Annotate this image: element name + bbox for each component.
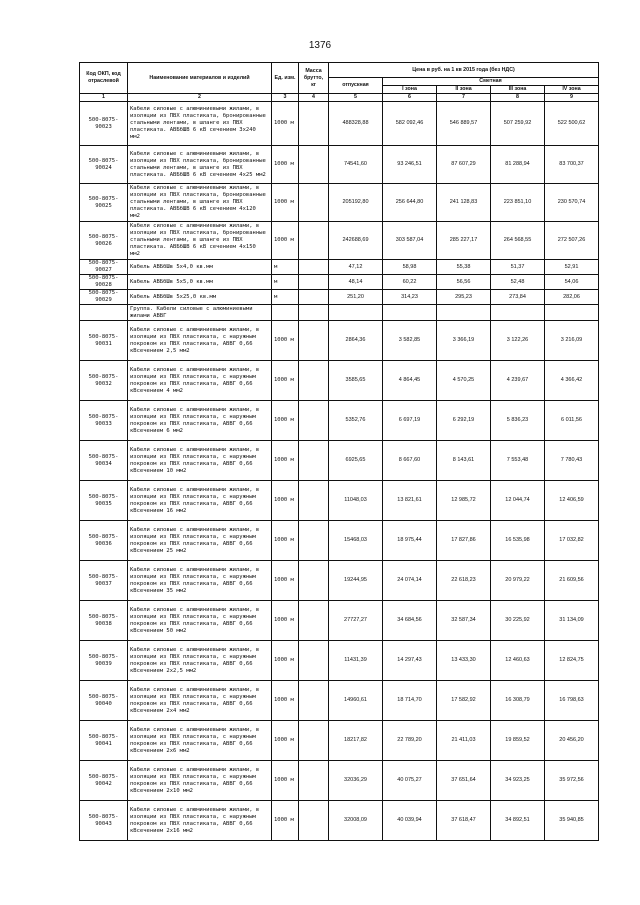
row-code: 500-8075-90034: [80, 441, 128, 481]
row-mass: [299, 721, 329, 761]
row-zone-3-price: 34 892,51: [491, 801, 545, 841]
table-row: [80, 222, 599, 260]
row-unit: 1000 м: [272, 361, 299, 401]
table-row: [80, 102, 599, 146]
group-title: Группа. Кабели силовые с алюминиевыми жилами АВВГ: [128, 305, 272, 321]
row-mass: [299, 321, 329, 361]
row-release-price: 15468,03: [329, 521, 383, 561]
row-code: 500-8075-90032: [80, 361, 128, 401]
row-release-price: 47,12: [329, 260, 383, 275]
empty-cell: [329, 305, 383, 321]
header-unit: Ед. изм.: [272, 63, 299, 94]
row-name: Кабели силовые с алюминиевыми жилами, в изоляции из ПВХ пластиката, с наружным покровом из ПВХ пластиката, АВВГ 0,66 кВсечением 6 мм2: [128, 401, 272, 441]
row-zone-4-price: 35 972,56: [545, 761, 599, 801]
row-mass: [299, 561, 329, 601]
row-name: Кабели силовые с алюминиевыми жилами, в изоляции из ПВХ пластиката, бронированные стальными лентами, в шланге из ПВХ пластиката. АВБбШВ 6 кВ сечением 4х150 мм2: [128, 222, 272, 260]
row-code: 500-8075-90028: [80, 275, 128, 290]
row-code: 500-8075-90041: [80, 721, 128, 761]
row-zone-4-price: 17 032,82: [545, 521, 599, 561]
row-release-price: 32008,09: [329, 801, 383, 841]
row-zone-2-price: 12 985,72: [437, 481, 491, 521]
row-unit: 1000 м: [272, 146, 299, 184]
row-release-price: 18217,82: [329, 721, 383, 761]
row-zone-2-price: 32 587,34: [437, 601, 491, 641]
row-code: 500-8075-90037: [80, 561, 128, 601]
row-code: 500-8075-90029: [80, 290, 128, 305]
col-number: 5: [329, 94, 383, 102]
row-zone-1-price: 256 644,80: [383, 184, 437, 222]
row-zone-3-price: 30 225,92: [491, 601, 545, 641]
row-unit: 1000 м: [272, 102, 299, 146]
table-row: [80, 401, 599, 441]
row-zone-1-price: 40 039,94: [383, 801, 437, 841]
row-zone-3-price: 264 568,55: [491, 222, 545, 260]
row-mass: [299, 641, 329, 681]
empty-cell: [437, 305, 491, 321]
row-zone-1-price: 40 075,27: [383, 761, 437, 801]
table-row: [80, 146, 599, 184]
col-number: 3: [272, 94, 299, 102]
row-code: 500-8075-90043: [80, 801, 128, 841]
row-name: Кабели силовые с алюминиевыми жилами, в изоляции из ПВХ пластиката, бронированные стальными лентами, в шланге из ПВХ пластиката. АВБбШВ 6 кВ сечением 4х25 мм2: [128, 146, 272, 184]
row-zone-1-price: 582 092,46: [383, 102, 437, 146]
row-zone-2-price: 295,23: [437, 290, 491, 305]
header-estimate: Сметная: [383, 78, 599, 86]
row-zone-2-price: 21 411,03: [437, 721, 491, 761]
row-zone-1-price: 24 074,14: [383, 561, 437, 601]
row-mass: [299, 801, 329, 841]
row-mass: [299, 441, 329, 481]
row-unit: 1000 м: [272, 641, 299, 681]
row-zone-3-price: 51,37: [491, 260, 545, 275]
row-release-price: 205192,80: [329, 184, 383, 222]
row-zone-4-price: 83 700,37: [545, 146, 599, 184]
table-row: [80, 521, 599, 561]
row-zone-2-price: 56,56: [437, 275, 491, 290]
row-zone-3-price: 34 923,25: [491, 761, 545, 801]
row-zone-2-price: 6 292,19: [437, 401, 491, 441]
row-release-price: 251,20: [329, 290, 383, 305]
row-mass: [299, 146, 329, 184]
row-zone-4-price: 522 500,62: [545, 102, 599, 146]
row-zone-4-price: 52,91: [545, 260, 599, 275]
row-zone-2-price: 285 227,17: [437, 222, 491, 260]
row-mass: [299, 681, 329, 721]
row-zone-4-price: 31 134,09: [545, 601, 599, 641]
row-zone-3-price: 223 851,10: [491, 184, 545, 222]
row-zone-2-price: 4 570,25: [437, 361, 491, 401]
col-number: 1: [80, 94, 128, 102]
row-zone-1-price: 58,98: [383, 260, 437, 275]
group-row: [80, 305, 599, 321]
row-unit: м: [272, 275, 299, 290]
row-name: Кабели силовые с алюминиевыми жилами, в изоляции из ПВХ пластиката, бронированные стальными лентами, в шланге из ПВХ пластиката. АВБбШВ 6 кВ сечением 4х120 мм2: [128, 184, 272, 222]
row-zone-3-price: 12 044,74: [491, 481, 545, 521]
row-unit: 1000 м: [272, 401, 299, 441]
row-mass: [299, 401, 329, 441]
row-zone-4-price: 54,06: [545, 275, 599, 290]
row-code: 500-8075-90025: [80, 184, 128, 222]
page-number: 1376: [308, 40, 332, 51]
row-zone-3-price: 5 836,23: [491, 401, 545, 441]
row-zone-3-price: 16 535,98: [491, 521, 545, 561]
row-zone-4-price: 21 609,56: [545, 561, 599, 601]
row-mass: [299, 184, 329, 222]
row-release-price: 11048,03: [329, 481, 383, 521]
row-zone-4-price: 3 216,09: [545, 321, 599, 361]
table-row: [80, 801, 599, 841]
header-mass: Масса брутто, кг: [299, 63, 329, 94]
row-code: 500-8075-90031: [80, 321, 128, 361]
row-zone-1-price: 14 297,43: [383, 641, 437, 681]
row-unit: 1000 м: [272, 184, 299, 222]
empty-cell: [545, 305, 599, 321]
row-zone-3-price: 19 859,52: [491, 721, 545, 761]
row-release-price: 3585,65: [329, 361, 383, 401]
row-code: 500-8075-90038: [80, 601, 128, 641]
row-release-price: 27727,27: [329, 601, 383, 641]
row-release-price: 32036,29: [329, 761, 383, 801]
row-mass: [299, 761, 329, 801]
header-zone-1: I зона: [383, 86, 437, 94]
row-zone-4-price: 16 798,63: [545, 681, 599, 721]
row-zone-2-price: 22 618,23: [437, 561, 491, 601]
row-zone-4-price: 272 507,26: [545, 222, 599, 260]
row-zone-1-price: 303 587,04: [383, 222, 437, 260]
header-release: отпускная: [329, 78, 383, 94]
row-mass: [299, 290, 329, 305]
row-zone-3-price: 12 460,63: [491, 641, 545, 681]
column-numbers-row: [80, 94, 599, 102]
row-unit: 1000 м: [272, 601, 299, 641]
row-zone-1-price: 18 714,70: [383, 681, 437, 721]
row-name: Кабели силовые с алюминиевыми жилами, в изоляции из ПВХ пластиката, бронированные стальными лентами, в шланге из ПВХ пластиката. АВБбШВ 6 кВ сечением 3х240 мм2: [128, 102, 272, 146]
table-row: [80, 641, 599, 681]
row-zone-1-price: 6 697,19: [383, 401, 437, 441]
row-zone-4-price: 12 824,75: [545, 641, 599, 681]
row-zone-2-price: 37 651,64: [437, 761, 491, 801]
empty-cell: [272, 305, 299, 321]
table-row: [80, 361, 599, 401]
row-release-price: 488328,88: [329, 102, 383, 146]
row-code: 500-8075-90039: [80, 641, 128, 681]
row-unit: 1000 м: [272, 801, 299, 841]
price-table: [79, 62, 599, 841]
table-row: [80, 481, 599, 521]
row-mass: [299, 260, 329, 275]
table-body-section-a: [80, 102, 599, 305]
row-name: Кабели силовые с алюминиевыми жилами, в изоляции из ПВХ пластиката, с наружным покровом из ПВХ пластиката, АВВГ 0,66 кВсечением 50 мм2: [128, 601, 272, 641]
row-unit: 1000 м: [272, 761, 299, 801]
table-row: [80, 681, 599, 721]
row-zone-1-price: 13 821,61: [383, 481, 437, 521]
header-zone-4: IV зона: [545, 86, 599, 94]
col-number: 6: [383, 94, 437, 102]
row-zone-4-price: 6 011,56: [545, 401, 599, 441]
row-release-price: 242688,69: [329, 222, 383, 260]
row-name: Кабели силовые с алюминиевыми жилами, в изоляции из ПВХ пластиката, с наружным покровом из ПВХ пластиката, АВВГ 0,66 кВсечением 10 мм2: [128, 441, 272, 481]
row-mass: [299, 102, 329, 146]
row-mass: [299, 481, 329, 521]
empty-cell: [299, 305, 329, 321]
row-name: Кабели силовые с алюминиевыми жилами, в изоляции из ПВХ пластиката, с наружным покровом из ПВХ пластиката, АВВГ 0,66 кВсечением 2,5 мм2: [128, 321, 272, 361]
row-mass: [299, 361, 329, 401]
row-zone-4-price: 282,06: [545, 290, 599, 305]
table-row: [80, 561, 599, 601]
row-name: Кабели силовые с алюминиевыми жилами, в изоляции из ПВХ пластиката, с наружным покровом из ПВХ пластиката, АВВГ 0,66 кВсечением 2х16 мм2: [128, 801, 272, 841]
row-name: Кабели силовые с алюминиевыми жилами, в изоляции из ПВХ пластиката, с наружным покровом из ПВХ пластиката, АВВГ 0,66 кВсечением 2х10 мм2: [128, 761, 272, 801]
row-zone-2-price: 241 128,83: [437, 184, 491, 222]
table-row: [80, 441, 599, 481]
row-zone-2-price: 17 582,92: [437, 681, 491, 721]
table-row: [80, 290, 599, 305]
row-name: Кабели силовые с алюминиевыми жилами, в изоляции из ПВХ пластиката, с наружным покровом из ПВХ пластиката, АВВГ 0,66 кВсечением 16 мм2: [128, 481, 272, 521]
row-code: 500-8075-90027: [80, 260, 128, 275]
row-zone-4-price: 35 940,85: [545, 801, 599, 841]
row-zone-4-price: 4 366,42: [545, 361, 599, 401]
row-unit: 1000 м: [272, 222, 299, 260]
row-zone-1-price: 8 667,60: [383, 441, 437, 481]
row-mass: [299, 521, 329, 561]
col-number: 4: [299, 94, 329, 102]
row-unit: м: [272, 260, 299, 275]
row-release-price: 48,14: [329, 275, 383, 290]
row-zone-1-price: 4 864,45: [383, 361, 437, 401]
row-zone-3-price: 507 259,92: [491, 102, 545, 146]
group-section: [80, 305, 599, 321]
row-zone-3-price: 273,84: [491, 290, 545, 305]
row-zone-2-price: 87 607,29: [437, 146, 491, 184]
row-unit: м: [272, 290, 299, 305]
row-zone-2-price: 3 366,19: [437, 321, 491, 361]
empty-cell: [383, 305, 437, 321]
row-name: Кабели силовые с алюминиевыми жилами, в изоляции из ПВХ пластиката, с наружным покровом из ПВХ пластиката, АВВГ 0,66 кВсечением 2х2,5 мм2: [128, 641, 272, 681]
row-name: Кабели силовые с алюминиевыми жилами, в изоляции из ПВХ пластиката, с наружным покровом из ПВХ пластиката, АВВГ 0,66 кВсечением 35 мм2: [128, 561, 272, 601]
row-unit: 1000 м: [272, 481, 299, 521]
row-unit: 1000 м: [272, 441, 299, 481]
row-zone-4-price: 20 456,20: [545, 721, 599, 761]
row-release-price: 19244,95: [329, 561, 383, 601]
col-number: 9: [545, 94, 599, 102]
col-number: 8: [491, 94, 545, 102]
row-zone-2-price: 546 889,57: [437, 102, 491, 146]
row-name: Кабели силовые с алюминиевыми жилами, в изоляции из ПВХ пластиката, с наружным покровом из ПВХ пластиката, АВВГ 0,66 кВсечением 4 мм2: [128, 361, 272, 401]
row-name: Кабели силовые с алюминиевыми жилами, в изоляции из ПВХ пластиката, с наружным покровом из ПВХ пластиката, АВВГ 0,66 кВсечением 2х4 мм2: [128, 681, 272, 721]
row-code: 500-8075-90036: [80, 521, 128, 561]
row-code: 500-8075-90026: [80, 222, 128, 260]
header-name: Наименование материалов и изделий: [128, 63, 272, 94]
row-zone-3-price: 16 308,79: [491, 681, 545, 721]
col-number: 7: [437, 94, 491, 102]
header-zone-3: III зона: [491, 86, 545, 94]
row-release-price: 74541,60: [329, 146, 383, 184]
row-name: Кабели силовые с алюминиевыми жилами, в изоляции из ПВХ пластиката, с наружным покровом из ПВХ пластиката, АВВГ 0,66 кВсечением 2х6 мм2: [128, 721, 272, 761]
row-release-price: 6925,65: [329, 441, 383, 481]
row-name: Кабель АВБбШв 5х25,0 кв.мм: [128, 290, 272, 305]
row-name: Кабель АВБбШв 5х4,0 кв.мм: [128, 260, 272, 275]
row-zone-1-price: 34 684,56: [383, 601, 437, 641]
empty-cell: [491, 305, 545, 321]
row-release-price: 2864,36: [329, 321, 383, 361]
row-zone-3-price: 3 122,26: [491, 321, 545, 361]
row-unit: 1000 м: [272, 561, 299, 601]
row-zone-1-price: 3 582,85: [383, 321, 437, 361]
row-code: 500-8075-90035: [80, 481, 128, 521]
row-zone-2-price: 8 143,61: [437, 441, 491, 481]
row-release-price: 5352,76: [329, 401, 383, 441]
row-zone-2-price: 13 433,30: [437, 641, 491, 681]
row-zone-1-price: 314,23: [383, 290, 437, 305]
row-code: 500-8075-90033: [80, 401, 128, 441]
row-zone-4-price: 12 406,59: [545, 481, 599, 521]
row-zone-4-price: 7 780,43: [545, 441, 599, 481]
row-zone-2-price: 17 827,86: [437, 521, 491, 561]
table-row: [80, 601, 599, 641]
table-row: [80, 321, 599, 361]
row-unit: 1000 м: [272, 521, 299, 561]
row-code: 500-8075-90042: [80, 761, 128, 801]
col-number: 2: [128, 94, 272, 102]
row-unit: 1000 м: [272, 721, 299, 761]
row-code: 500-8075-90040: [80, 681, 128, 721]
row-zone-3-price: 52,48: [491, 275, 545, 290]
row-unit: 1000 м: [272, 321, 299, 361]
row-zone-2-price: 55,38: [437, 260, 491, 275]
row-mass: [299, 601, 329, 641]
row-unit: 1000 м: [272, 681, 299, 721]
row-zone-1-price: 22 789,20: [383, 721, 437, 761]
row-zone-3-price: 7 553,48: [491, 441, 545, 481]
table-row: [80, 260, 599, 275]
row-zone-3-price: 81 288,94: [491, 146, 545, 184]
row-zone-3-price: 20 979,22: [491, 561, 545, 601]
row-zone-4-price: 230 570,74: [545, 184, 599, 222]
row-zone-3-price: 4 239,67: [491, 361, 545, 401]
table-row: [80, 184, 599, 222]
row-mass: [299, 275, 329, 290]
table-row: [80, 761, 599, 801]
row-code: 500-8075-90023: [80, 102, 128, 146]
group-code-cell: [80, 305, 128, 321]
header-zone-2: II зона: [437, 86, 491, 94]
table-body-section-b: [80, 321, 599, 841]
row-zone-1-price: 60,22: [383, 275, 437, 290]
header-price-group: Цена в руб. на 1 кв 2015 года (без НДС): [329, 63, 599, 78]
row-code: 500-8075-90024: [80, 146, 128, 184]
row-release-price: 14960,61: [329, 681, 383, 721]
header-code: Код ОКП, код отраслевой: [80, 63, 128, 94]
row-zone-1-price: 18 975,44: [383, 521, 437, 561]
row-name: Кабель АВБбШв 5х5,0 кв.мм: [128, 275, 272, 290]
table-row: [80, 721, 599, 761]
table-row: [80, 275, 599, 290]
row-zone-2-price: 37 618,47: [437, 801, 491, 841]
row-zone-1-price: 93 246,51: [383, 146, 437, 184]
row-name: Кабели силовые с алюминиевыми жилами, в изоляции из ПВХ пластиката, с наружным покровом из ПВХ пластиката, АВВГ 0,66 кВсечением 25 мм2: [128, 521, 272, 561]
row-mass: [299, 222, 329, 260]
row-release-price: 11431,39: [329, 641, 383, 681]
